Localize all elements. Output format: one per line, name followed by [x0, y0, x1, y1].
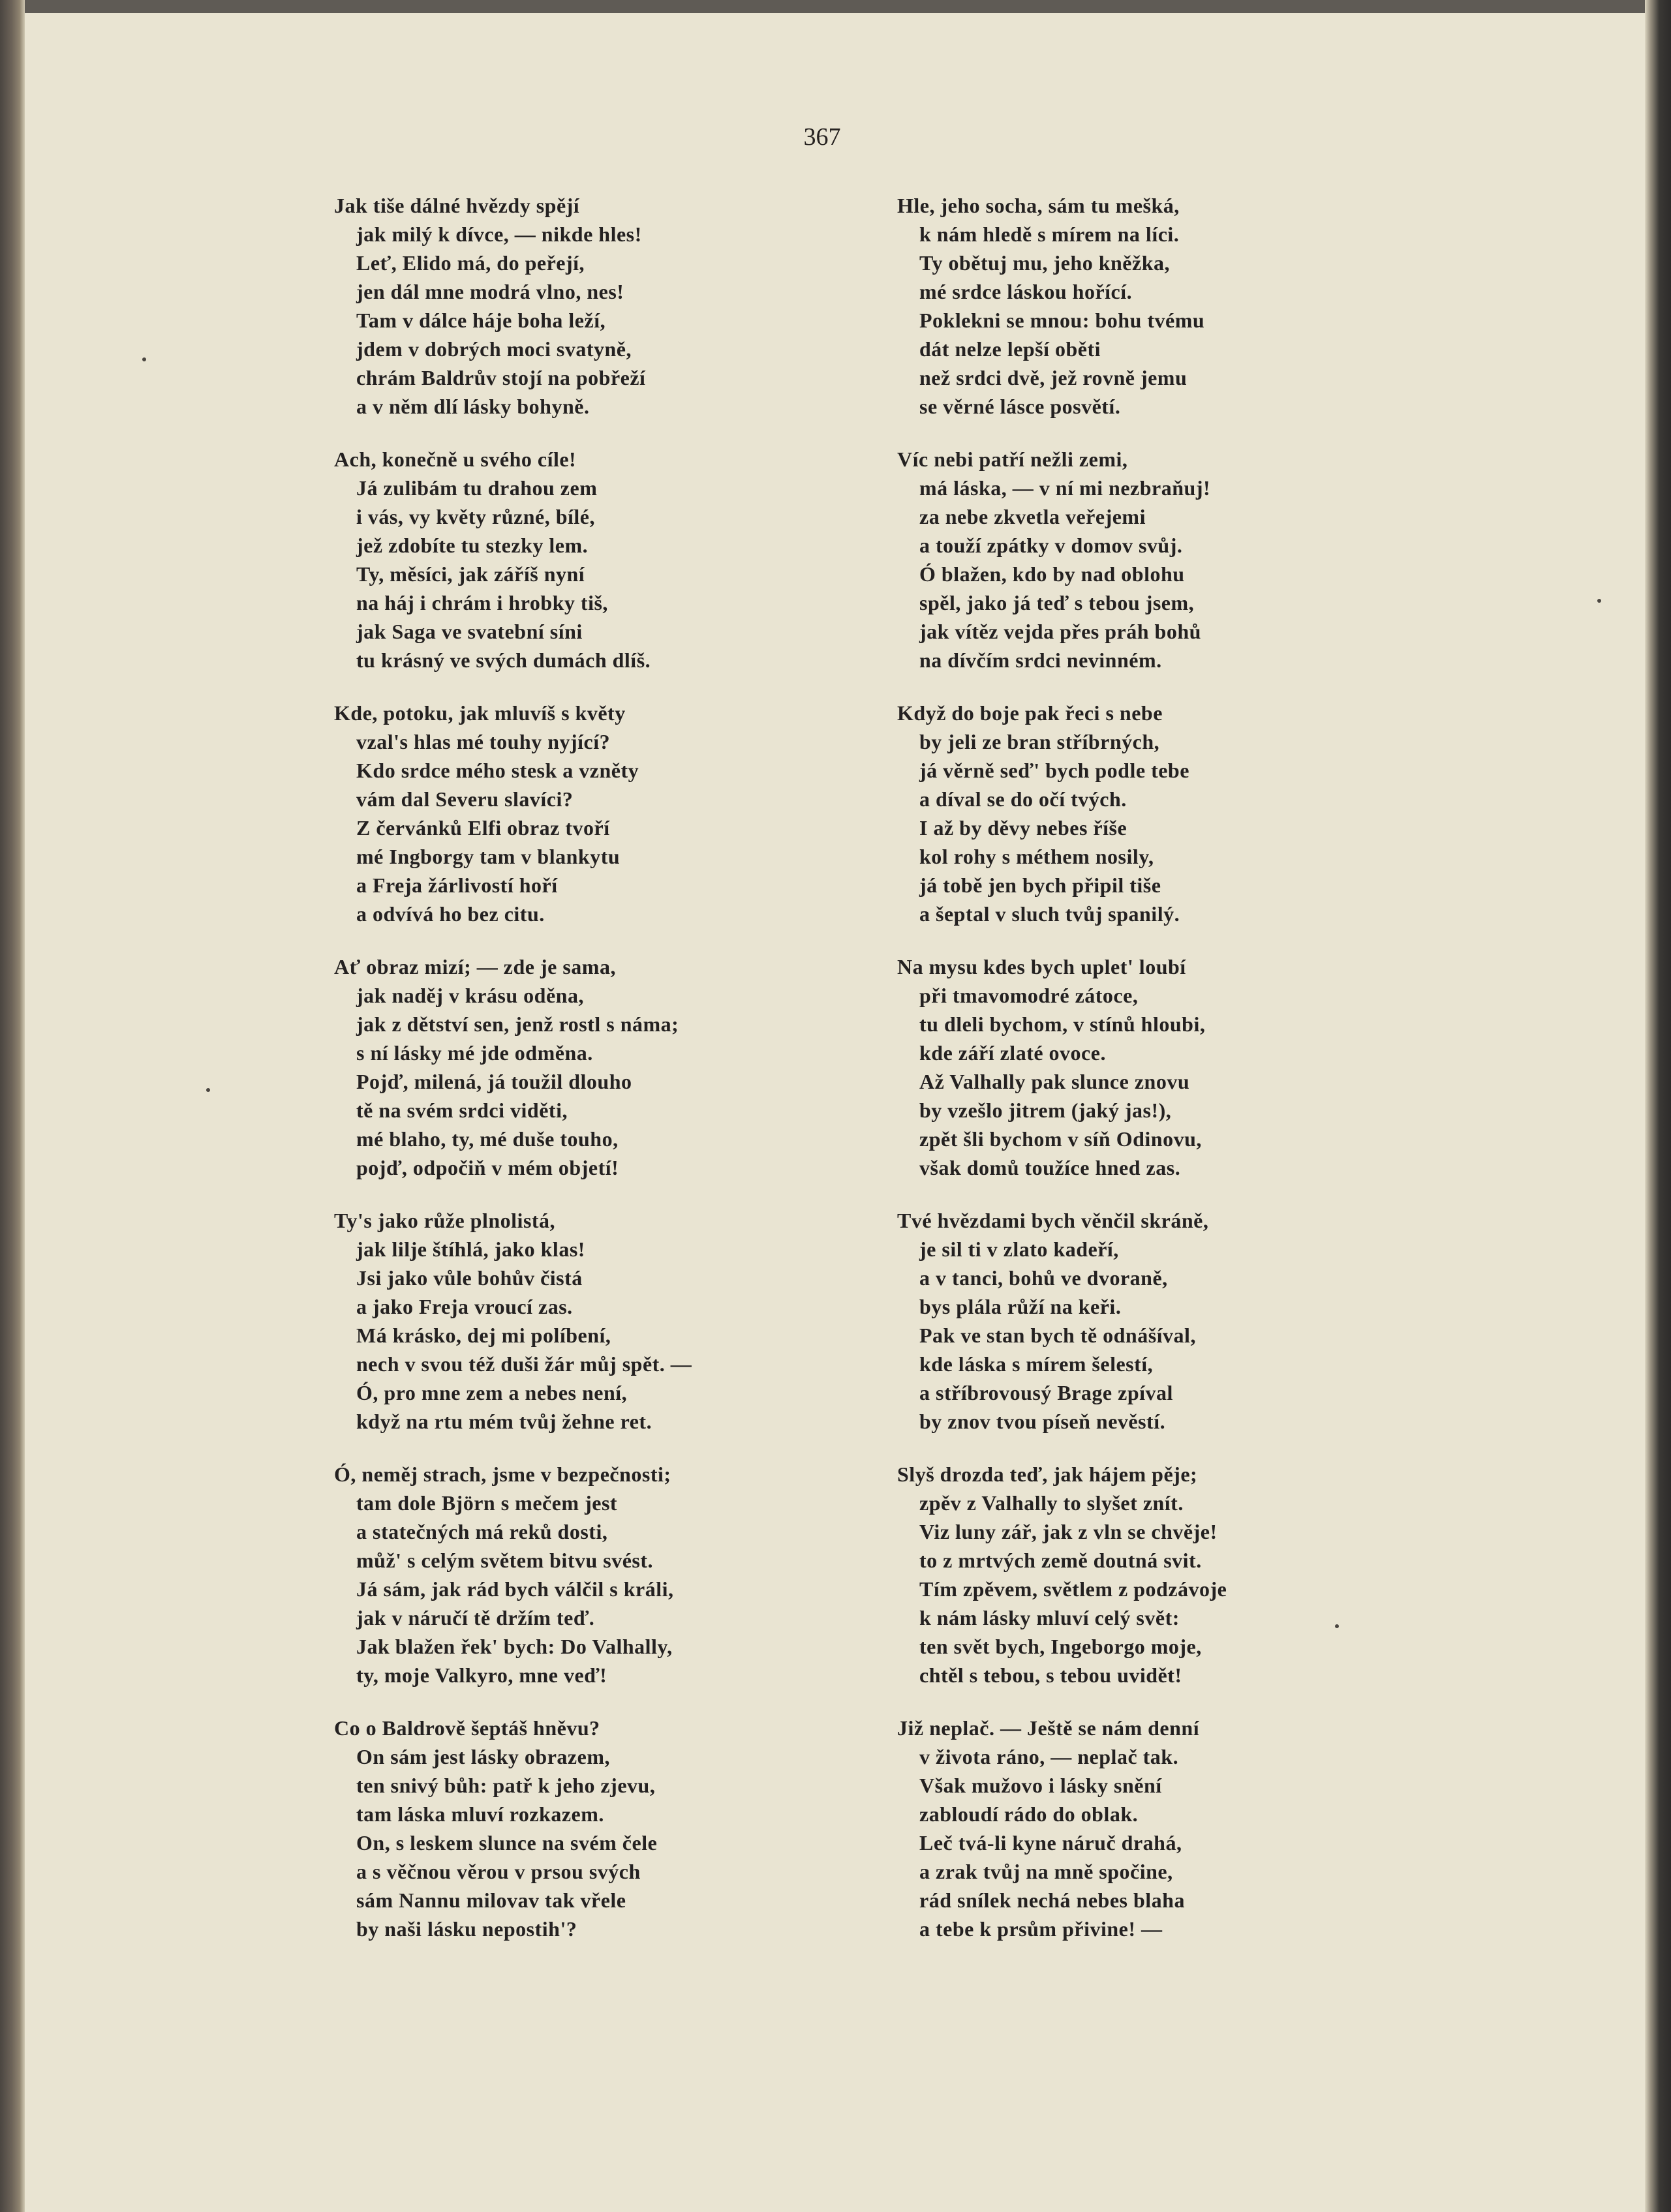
stanza [334, 191, 947, 421]
verse-line: ten svět bych, Ingeborgo moje, [919, 1635, 1202, 1658]
stanza [334, 699, 947, 928]
verse-line: Víc nebi patří nežli zemi, [897, 447, 1128, 471]
verse-line: jak milý k dívce, — nikde hles! [356, 222, 642, 246]
verse-line: by jeli ze bran stříbrných, [919, 730, 1160, 753]
verse-line: Má krásko, dej mi políbení, [356, 1324, 611, 1347]
verse-line: jež zdobíte tu stezky lem. [356, 534, 589, 557]
verse-line: Tam v dálce háje boha leží, [356, 309, 606, 332]
stanza [897, 1714, 1510, 1943]
verse-line: chrám Baldrův stojí na pobřeží [356, 366, 646, 389]
verse-line: k nám hledě s mírem na líci. [919, 222, 1180, 246]
verse-line: nech v svou též duši žár můj spět. — [356, 1352, 692, 1376]
stanza [334, 1460, 947, 1689]
scan-binding-edge [0, 0, 25, 2212]
verse-line: vám dal Severu slavíci? [356, 787, 574, 811]
verse-line: já tobě jen bych připil tiše [919, 873, 1161, 897]
stanza [897, 191, 1510, 421]
verse-line: jak v náručí tě držím teď. [356, 1606, 595, 1629]
verse-line: já věrně seď' bych podle tebe [919, 759, 1189, 782]
verse-line: to z mrtvých země doutná svit. [919, 1549, 1202, 1572]
verse-line: pojď, odpočiň v mém objetí! [356, 1156, 619, 1179]
verse-line: Tvé hvězdami bych věnčil skráně, [897, 1209, 1209, 1232]
verse-line: bys plála růží na keři. [919, 1295, 1122, 1318]
verse-line: Ať obraz mizí; — zde je sama, [334, 955, 616, 978]
paper-speck [1597, 599, 1601, 603]
verse-line: a Freja žárlivostí hoří [356, 873, 558, 897]
verse-line: by vzešlo jitrem (jaký jas!), [919, 1098, 1172, 1122]
verse-line: když na rtu mém tvůj žehne ret. [356, 1410, 652, 1433]
verse-line: i vás, vy květy různé, bílé, [356, 505, 595, 528]
verse-line: a díval se do očí tvých. [919, 787, 1127, 811]
stanza [334, 952, 947, 1182]
verse-line: Až Valhally pak slunce znovu [919, 1070, 1190, 1093]
verse-line: Pojď, milená, já toužil dlouho [356, 1070, 632, 1093]
stanza [897, 1460, 1510, 1689]
verse-line: Kde, potoku, jak mluvíš s květy [334, 701, 626, 725]
verse-line: jak z dětství sen, jenž rostl s náma; [356, 1012, 679, 1036]
verse-line: jak Saga ve svatební síni [356, 620, 583, 643]
verse-line: v života ráno, — neplač tak. [919, 1745, 1179, 1768]
verse-line: Já sám, jak rád bych válčil s králi, [356, 1577, 674, 1601]
verse-line: tě na svém srdci viděti, [356, 1098, 568, 1122]
verse-line: a jako Freja vroucí zas. [356, 1295, 573, 1318]
verse-line: dát nelze lepší oběti [919, 337, 1101, 361]
verse-line: Ty obětuj mu, jeho kněžka, [919, 251, 1170, 275]
verse-line: je sil ti v zlato kadeří, [919, 1237, 1119, 1261]
verse-line: Jak blažen řek' bych: Do Valhally, [356, 1635, 673, 1658]
paper-speck [142, 357, 146, 361]
verse-line: a stříbrovousý Brage zpíval [919, 1381, 1173, 1404]
verse-line: Však mužovo i lásky snění [919, 1774, 1162, 1797]
scan-right-edge [1645, 0, 1671, 2212]
verse-line: by naši lásku nepostih'? [356, 1917, 577, 1941]
verse-line: Slyš drozda teď, jak hájem pěje; [897, 1462, 1198, 1486]
verse-line: Jsi jako vůle bohův čistá [356, 1266, 583, 1290]
verse-line: sám Nannu milovav tak vřele [356, 1888, 626, 1912]
verse-line: na dívčím srdci nevinném. [919, 648, 1162, 672]
verse-line: Na mysu kdes bych uplet' loubí [897, 955, 1186, 978]
verse-line: by znov tvou píseň nevěstí. [919, 1410, 1166, 1433]
verse-line: Ty's jako růže plnolistá, [334, 1209, 556, 1232]
poem-column-right [897, 191, 1510, 1967]
stanza [897, 699, 1510, 928]
verse-line: však domů toužíce hned zas. [919, 1156, 1181, 1179]
verse-line: můž' s celým světem bitvu svést. [356, 1549, 654, 1572]
verse-line: jak lilje štíhlá, jako klas! [356, 1237, 585, 1261]
verse-line: se věrné lásce posvětí. [919, 395, 1121, 418]
paper-speck [206, 1088, 210, 1092]
verse-line: Ó blažen, kdo by nad oblohu [919, 562, 1185, 586]
verse-line: při tmavomodré zátoce, [919, 984, 1139, 1007]
verse-line: jen dál mne modrá vlno, nes! [356, 280, 624, 303]
verse-line: Když do boje pak řeci s nebe [897, 701, 1163, 725]
stanza [334, 445, 947, 674]
verse-line: rád snílek nechá nebes blaha [919, 1888, 1185, 1912]
verse-line: vzal's hlas mé touhy nyjící? [356, 730, 611, 753]
verse-line: a šeptal v sluch tvůj spanilý. [919, 902, 1180, 926]
stanza [334, 1206, 947, 1436]
stanza [334, 1714, 947, 1943]
verse-line: Ty, měsíci, jak záříš nyní [356, 562, 585, 586]
verse-line: Hle, jeho socha, sám tu mešká, [897, 194, 1180, 217]
verse-line: k nám lásky mluví celý svět: [919, 1606, 1180, 1629]
stanza [897, 1206, 1510, 1436]
verse-line: ty, moje Valkyro, mne veď! [356, 1663, 607, 1687]
verse-line: Leč tvá-li kyne náruč drahá, [919, 1831, 1182, 1855]
verse-line: Ó, pro mne zem a nebes není, [356, 1381, 628, 1404]
page-number: 367 [803, 123, 841, 151]
stanza [897, 445, 1510, 674]
verse-line: tu krásný ve svých dumách dlíš. [356, 648, 651, 672]
poem-column-left [334, 191, 947, 1967]
verse-line: I až by děvy nebes říše [919, 816, 1127, 840]
verse-line: On, s leskem slunce na svém čele [356, 1831, 658, 1855]
verse-line: Jak tiše dálné hvězdy spějí [334, 194, 580, 217]
verse-line: ten snivý bůh: patř k jeho zjevu, [356, 1774, 656, 1797]
verse-line: než srdci dvě, jež rovně jemu [919, 366, 1188, 389]
verse-line: jak vítěz vejda přes práh bohů [919, 620, 1201, 643]
verse-line: a odvívá ho bez citu. [356, 902, 545, 926]
verse-line: On sám jest lásky obrazem, [356, 1745, 610, 1768]
verse-line: Poklekni se mnou: bohu tvému [919, 309, 1205, 332]
verse-line: na háj i chrám i hrobky tiš, [356, 591, 608, 614]
verse-line: jdem v dobrých moci svatyně, [356, 337, 632, 361]
verse-line: spěl, jako já teď s tebou jsem, [919, 591, 1195, 614]
verse-line: chtěl s tebou, s tebou uvidět! [919, 1663, 1182, 1687]
verse-line: má láska, — v ní mi nezbraňuj! [919, 476, 1211, 500]
verse-line: Tím zpěvem, světlem z podzávoje [919, 1577, 1227, 1601]
verse-line: zpěv z Valhally to slyšet znít. [919, 1491, 1184, 1515]
verse-line: Já zulibám tu drahou zem [356, 476, 598, 500]
verse-line: a tebe k prsům přivine! — [919, 1917, 1163, 1941]
verse-line: tam dole Björn s mečem jest [356, 1491, 618, 1515]
verse-line: tu dleli bychom, v stínů hloubi, [919, 1012, 1206, 1036]
verse-line: s ní lásky mé jde odměna. [356, 1041, 593, 1065]
verse-line: kde září zlaté ovoce. [919, 1041, 1106, 1065]
scan-top-edge [0, 0, 1671, 13]
verse-line: a v tanci, bohů ve dvoraně, [919, 1266, 1168, 1290]
verse-line: Z červánků Elfi obraz tvoří [356, 816, 610, 840]
verse-line: Již neplač. — Ještě se nám denní [897, 1716, 1200, 1740]
verse-line: Pak ve stan bych tě odnášíval, [919, 1324, 1196, 1347]
verse-line: Co o Baldrově šeptáš hněvu? [334, 1716, 600, 1740]
verse-line: jak naděj v krásu oděna, [356, 984, 584, 1007]
verse-line: Leť, Elido má, do peřejí, [356, 251, 585, 275]
verse-line: mé Ingborgy tam v blankytu [356, 845, 621, 868]
verse-line: zpět šli bychom v síň Odinovu, [919, 1127, 1202, 1151]
verse-line: a statečných má reků dosti, [356, 1520, 608, 1543]
stanza [897, 952, 1510, 1182]
verse-line: za nebe zkvetla veřejemi [919, 505, 1146, 528]
verse-line: Ach, konečně u svého cíle! [334, 447, 577, 471]
verse-line: kol rohy s méthem nosily, [919, 845, 1154, 868]
verse-line: Viz luny zář, jak z vln se chvěje! [919, 1520, 1218, 1543]
verse-line: a s věčnou věrou v prsou svých [356, 1860, 641, 1883]
verse-line: Kdo srdce mého stesk a vzněty [356, 759, 639, 782]
verse-line: a v něm dlí lásky bohyně. [356, 395, 590, 418]
verse-line: zabloudí rádo do oblak. [919, 1802, 1139, 1826]
verse-line: tam láska mluví rozkazem. [356, 1802, 604, 1826]
verse-line: a zrak tvůj na mně spočine, [919, 1860, 1173, 1883]
verse-line: kde láska s mírem šelestí, [919, 1352, 1154, 1376]
verse-line: a touží zpátky v domov svůj. [919, 534, 1183, 557]
verse-line: Ó, neměj strach, jsme v bezpečnosti; [334, 1462, 671, 1486]
verse-line: mé srdce láskou hořící. [919, 280, 1133, 303]
verse-line: mé blaho, ty, mé duše touho, [356, 1127, 619, 1151]
